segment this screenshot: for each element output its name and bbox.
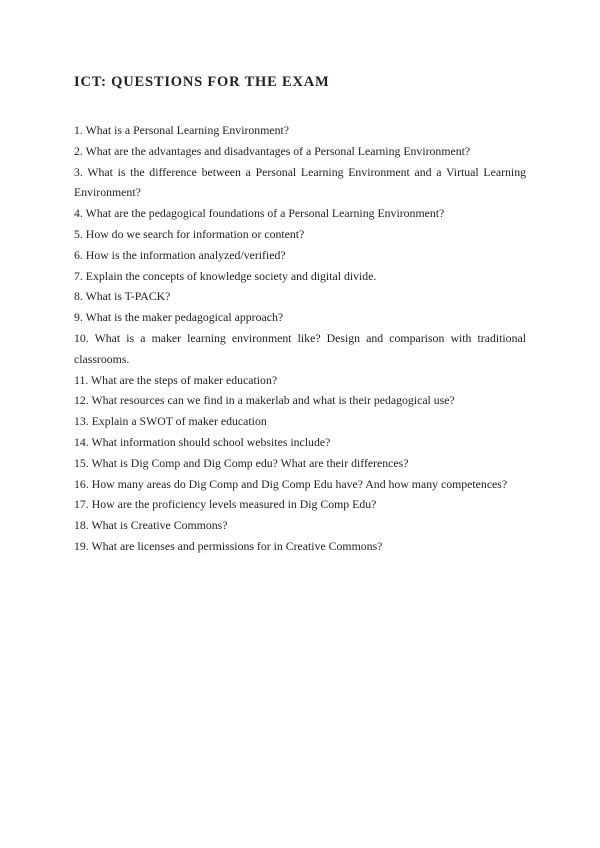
question-item: 7. Explain the concepts of knowledge society and digital divide. [74,268,377,283]
question-item: 5. How do we search for information or content? [74,226,305,241]
question-item: 16. How many areas do Dig Comp and Dig Comp Edu have? And how many competences? [74,476,508,491]
question-item: 6. How is the information analyzed/verified? [74,247,286,262]
question-item: 15. What is Dig Comp and Dig Comp edu? What are their differences? [74,455,409,470]
question-item: 18. What is Creative Commons? [74,518,228,533]
question-item: 3. What is the difference between a Personal Learning Environment and a Virtual Learning Environment? [74,164,526,200]
question-item: 14. What information should school websites include? [74,434,331,449]
question-item: 9. What is the maker pedagogical approach? [74,310,284,325]
question-item: 12. What resources can we find in a makerlab and what is their pedagogical use? [74,393,455,408]
question-item: 4. What are the pedagogical foundations of a Personal Learning Environment? [74,206,445,221]
question-item: 11. What are the steps of maker education? [74,372,278,387]
question-item: 10. What is a maker learning environment like? Design and comparison with traditional classrooms. [74,330,526,366]
question-item: 2. What are the advantages and disadvantages of a Personal Learning Environment? [74,143,471,158]
question-item: 19. What are licenses and permissions for in Creative Commons? [74,538,383,553]
question-list [74,120,526,557]
page-title: ICT: QUESTIONS FOR THE EXAM [74,74,330,90]
question-item: 1. What is a Personal Learning Environment? [74,123,290,137]
question-item: 13. Explain a SWOT of maker education [74,414,267,429]
question-item: 17. How are the proficiency levels measured in Dig Comp Edu? [74,497,377,512]
question-item: 8. What is T-PACK? [74,289,171,304]
